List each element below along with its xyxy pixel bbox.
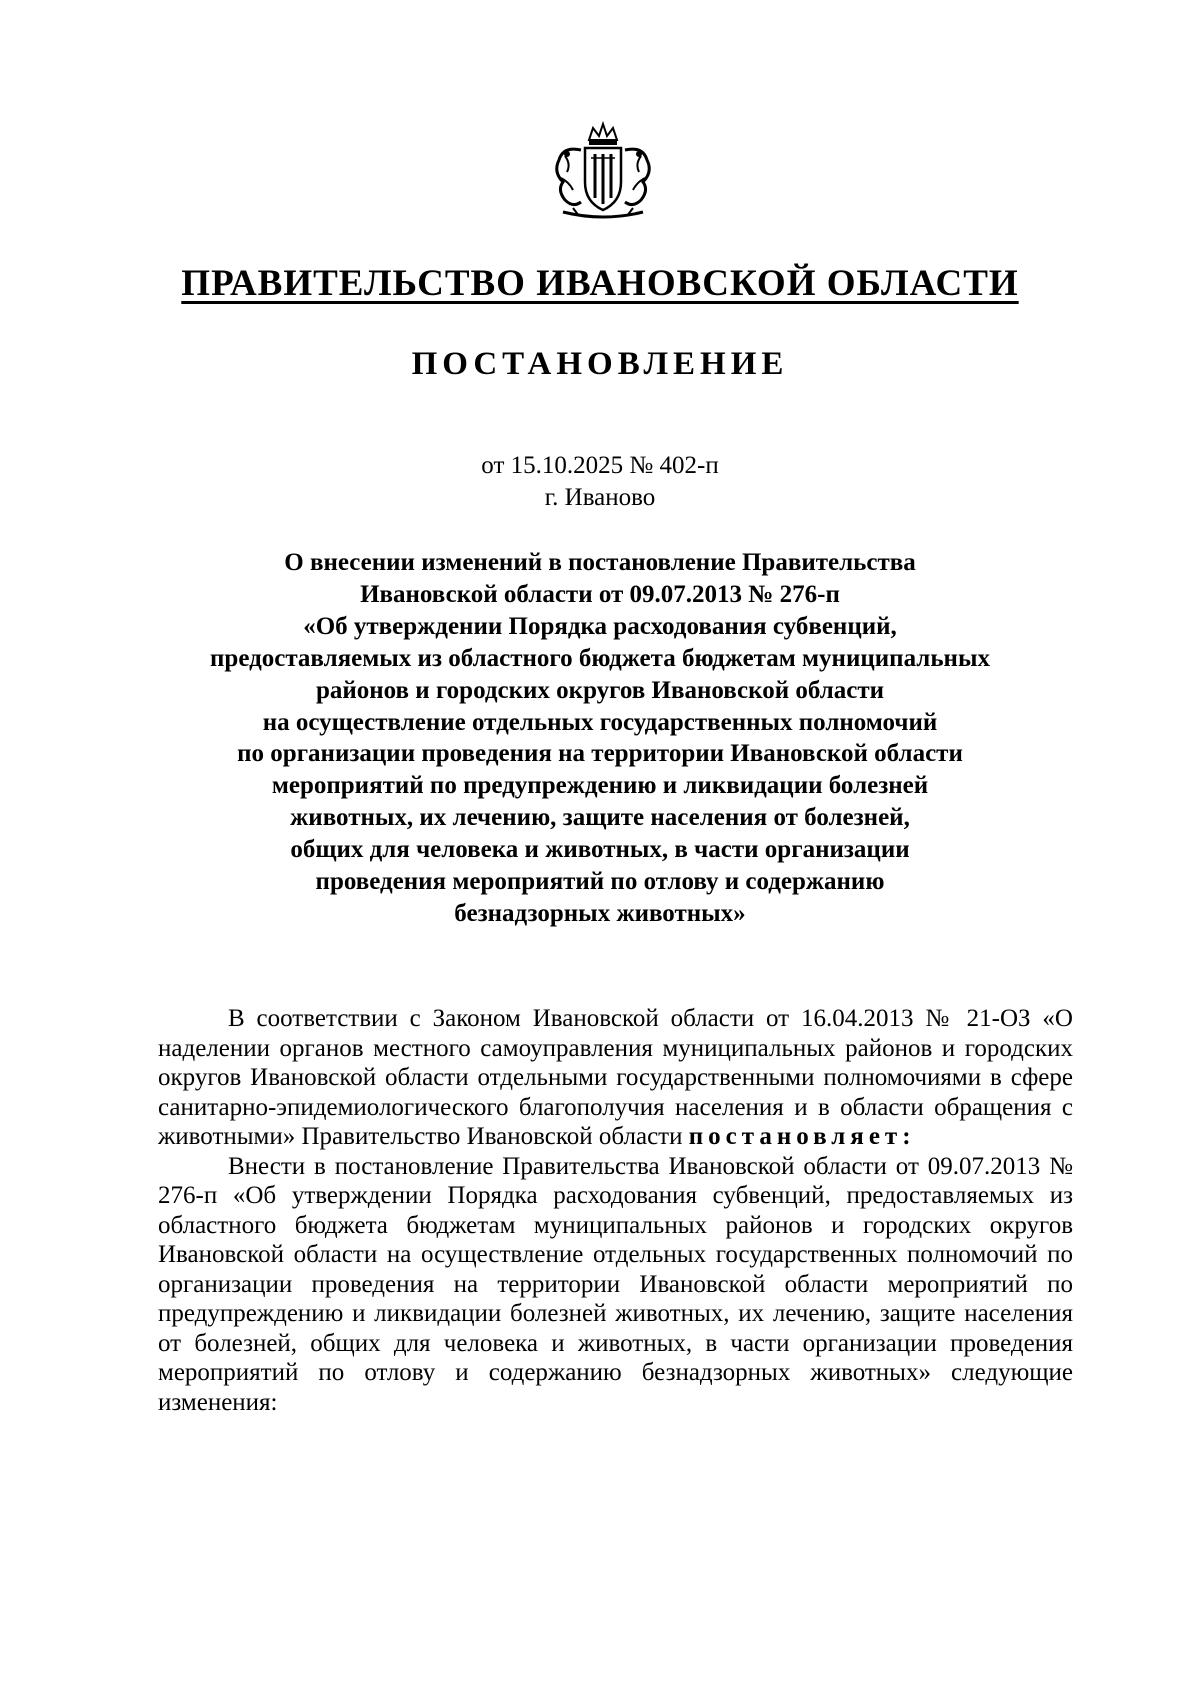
subject-line: животных, их лечению, защите населения от болезней, [290, 804, 910, 832]
subject-line: общих для человека и животных, в части организации [290, 836, 910, 864]
resolution-keyword: постановляет: [688, 1123, 916, 1150]
subject-line: по организации проведения на территории Ивановской области [237, 740, 963, 768]
coat-of-arms-icon [543, 120, 663, 225]
subject-line: на осуществление отдельных государственных полномочий [262, 708, 938, 736]
organization-name: ПРАВИТЕЛЬСТВО ИВАНОВСКОЙ ОБЛАСТИ [181, 263, 1019, 304]
subject-line: районов и городских округов Ивановской области [315, 676, 885, 704]
subject-line: «Об утверждении Порядка расходования субвенций, [303, 612, 897, 640]
body-paragraph [158, 1004, 1073, 1152]
document-subject [130, 547, 1070, 930]
subject-line: мероприятий по предупреждению и ликвидации болезней [271, 772, 929, 800]
subject-line: проведения мероприятий по отлову и содержанию [315, 868, 885, 896]
document-body [158, 1004, 1073, 1417]
subject-line: Ивановской области от 09.07.2013 № 276-п [360, 580, 840, 608]
subject-line: безнадзорных животных» [454, 899, 746, 927]
document-date-number: от 15.10.2025 № 402-п [481, 452, 719, 479]
paragraph-text: В соответствии с Законом Ивановской области от 16.04.2013 № 21-ОЗ «О наделении органов местного самоуправления муниципальных районов и городских округов Ивановской области отдельными государственными полномочиями в сфере санитарно-эпидемиологического благополучия населения и в области обращения с животными» Правительство Ивановской области [158, 1005, 1073, 1150]
body-paragraph: Внести в постановление Правительства Ивановской области от 09.07.2013 № 276-п «Об утверждении Порядка расходования субвенций, предоставляемых из областного бюджета бюджетам муниципальных районов и городских округов Ивановской области на осуществление отдельных государственных полномочий по организации проведения на территории Ивановской области мероприятий по предупреждению и ликвидации болезней животных, их лечению, защите населения от болезней, общих для человека и животных, в части организации проведения мероприятий по отлову и содержанию безнадзорных животных» следующие изменения: [158, 1152, 1073, 1416]
document-type: ПОСТАНОВЛЕНИЕ [411, 346, 789, 382]
subject-line: предоставляемых из областного бюджета бюджетам муниципальных [210, 644, 990, 672]
document-city: г. Иваново [544, 484, 656, 511]
organization-title [0, 262, 1200, 306]
subject-line: О внесении изменений в постановление Правительства [284, 549, 916, 576]
